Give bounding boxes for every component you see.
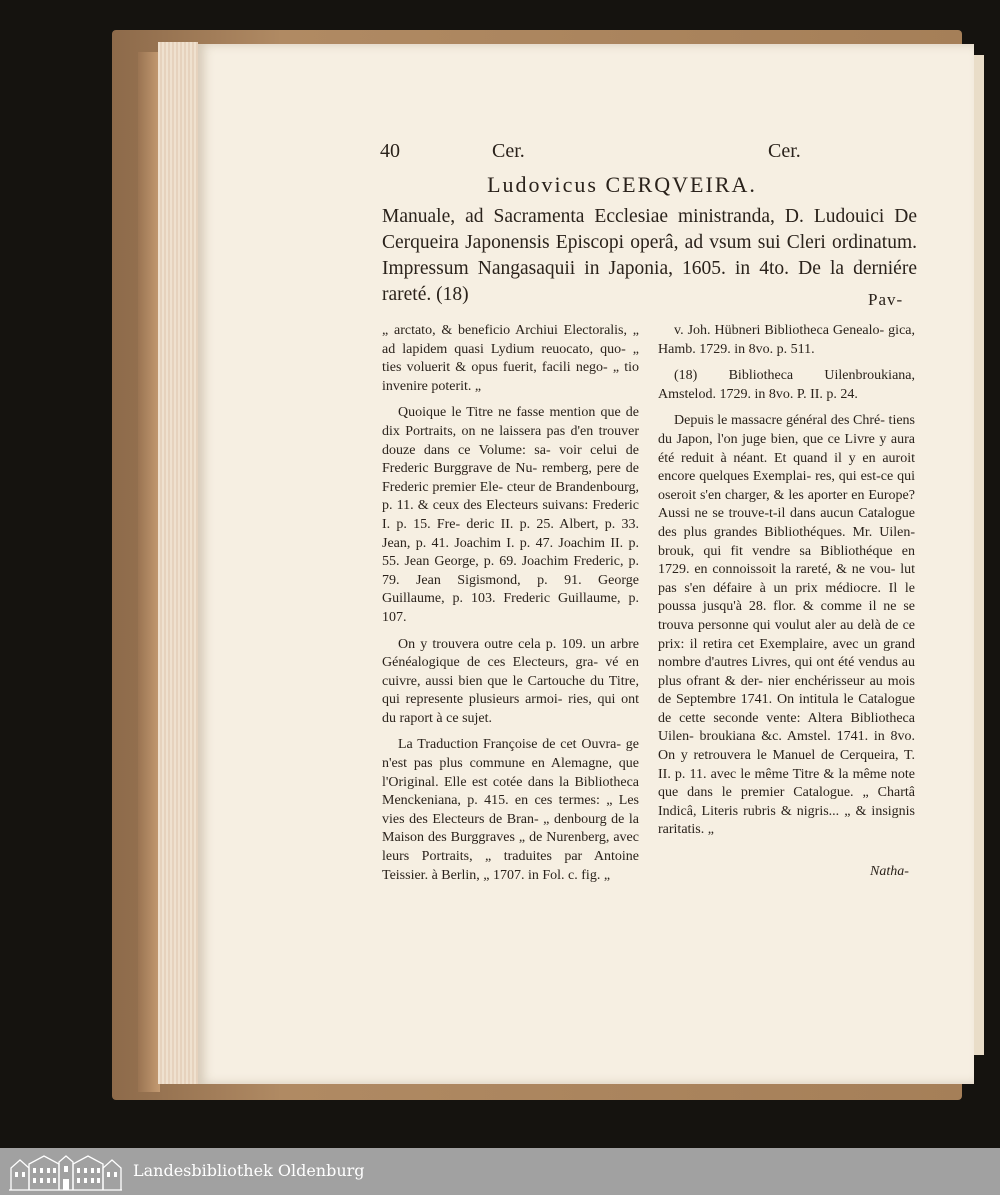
- left-paragraph: La Traduction Françoise de cet Ouvra- ge n'est pas plus commune en Alemagne, que l'Original. Elle est cotée dans la Bibliotheca Menckeniana, p. 415. en ces termes: „ Les vies des Electeurs de Bran- „ denbourg de la Maison des Burggraves „ de Nurenberg, avec leurs Portraits, „ traduites par Antoine Teissier. à Berlin, „ 1707. in Fol. c. fig. „: [382, 737, 639, 883]
- right-paragraph: Depuis le massacre général des Chré- tiens du Japon, l'on juge bien, que ce Livre y aura été reduit à néant. Et quand il y en auroit encore quelques Exemplai- res, qui est-ce qui oseroit s'en charger, & les aporter en Europe? Aussi ne se trouve-t-il dans aucun Catalogue des plus grandes Bibliothéques. Mr. Uilen- brouk, qui fit vendre sa Bibliothéque en 1729. en connoissoit la rareté, & ne vou- lut pas s'en défaire à un prix médiocre. Il le poussa jusqu'à 28. flor. & comme il ne se trouva personne qui voulut aler au delà de ce prix: il retira cet Exemplaire, avec un grand nombre d'autres Livres, qui ont été vendus au plus ofrant & der- nier enchérisseur au mois de Septembre 1741. On intitula le Catalogue de cette seconde vente: Altera Bibliotheca Uilen- broukiana &c. Amstel. 1741. in 8vo. On y retrouvera le Manuel de Cerqueira, T. II. p. 11. avec le même Titre & la même note que dans le premier Catalogue. „ Chartâ Indicâ, Literis rubris & nigris... „ & insignis raritatis. „: [658, 413, 915, 838]
- left-paragraph: Quoique le Titre ne fasse mention que de dix Portraits, on ne laissera pas d'en trouver douze dans ce Volume: sa- voir celui de Frederic Burggrave de Nu- remberg, pere de Frederic premier Ele- cteur de Brandenbourg, p. 11. & ceux des Electeurs suivans: Frederic I. p. 15. Fre- deric II. p. 25. Albert, p. 33. Jean, p. 41. Joachim I. p. 47. Joachim II. p. 55. Jean George, p. 69. Joachim Frederic, p. 79. Jean Sigismond, p. 91. George Guillaume, p. 103. Frederic Guillaume, p. 107.: [382, 405, 639, 625]
- page-edges: [158, 42, 198, 1084]
- page-number: 40: [380, 140, 400, 162]
- catchword-bottom: Natha-: [870, 864, 909, 879]
- left-column: [382, 322, 639, 893]
- right-paragraph: v. Joh. Hübneri Bibliotheca Genealo- gica, Hamb. 1729. in 8vo. p. 511.: [658, 323, 915, 357]
- library-name: Landesbibliothek Oldenburg: [133, 1161, 365, 1180]
- entry-text: Manuale, ad Sacramenta Ecclesiae ministranda, D. Ludouici De Cerqueira Japonensis Episcopi operâ, ad vsum sui Cleri ordinatum. Impressum Nangasaquii in Japonia, 1605. in 4to. De la derniére rareté.: [382, 206, 917, 305]
- entry-note-ref: (18): [436, 284, 469, 305]
- catchword-top: Pav-: [868, 290, 904, 309]
- right-column: [658, 322, 915, 848]
- footer-bar: [0, 1148, 1000, 1195]
- entry-heading: Ludovicus CERQVEIRA.: [487, 172, 757, 197]
- running-header-left: Cer.: [492, 140, 525, 162]
- right-paragraph: (18) Bibliotheca Uilenbroukiana, Amstelod. 1729. in 8vo. P. II. p. 24.: [658, 368, 915, 402]
- left-paragraph: „ arctato, & beneficio Archiui Electoralis, „ ad lapidem quasi Lydium reuocato, quo- „ ties voluerit & opus fuerit, facili nego- „ tio invenire poterit. „: [382, 323, 639, 394]
- library-building-icon: [8, 1152, 123, 1191]
- running-header-right: Cer.: [768, 140, 801, 162]
- entry-text-block: [382, 204, 917, 308]
- left-paragraph: On y trouvera outre cela p. 109. un arbre Généalogique de ces Electeurs, gra- vé en cuivre, aussi bien que le Cartouche du Titre, qui represente plusieurs armoi- ries, qui ont du raport à ce sujet.: [382, 636, 639, 726]
- cover-edge: [138, 52, 160, 1092]
